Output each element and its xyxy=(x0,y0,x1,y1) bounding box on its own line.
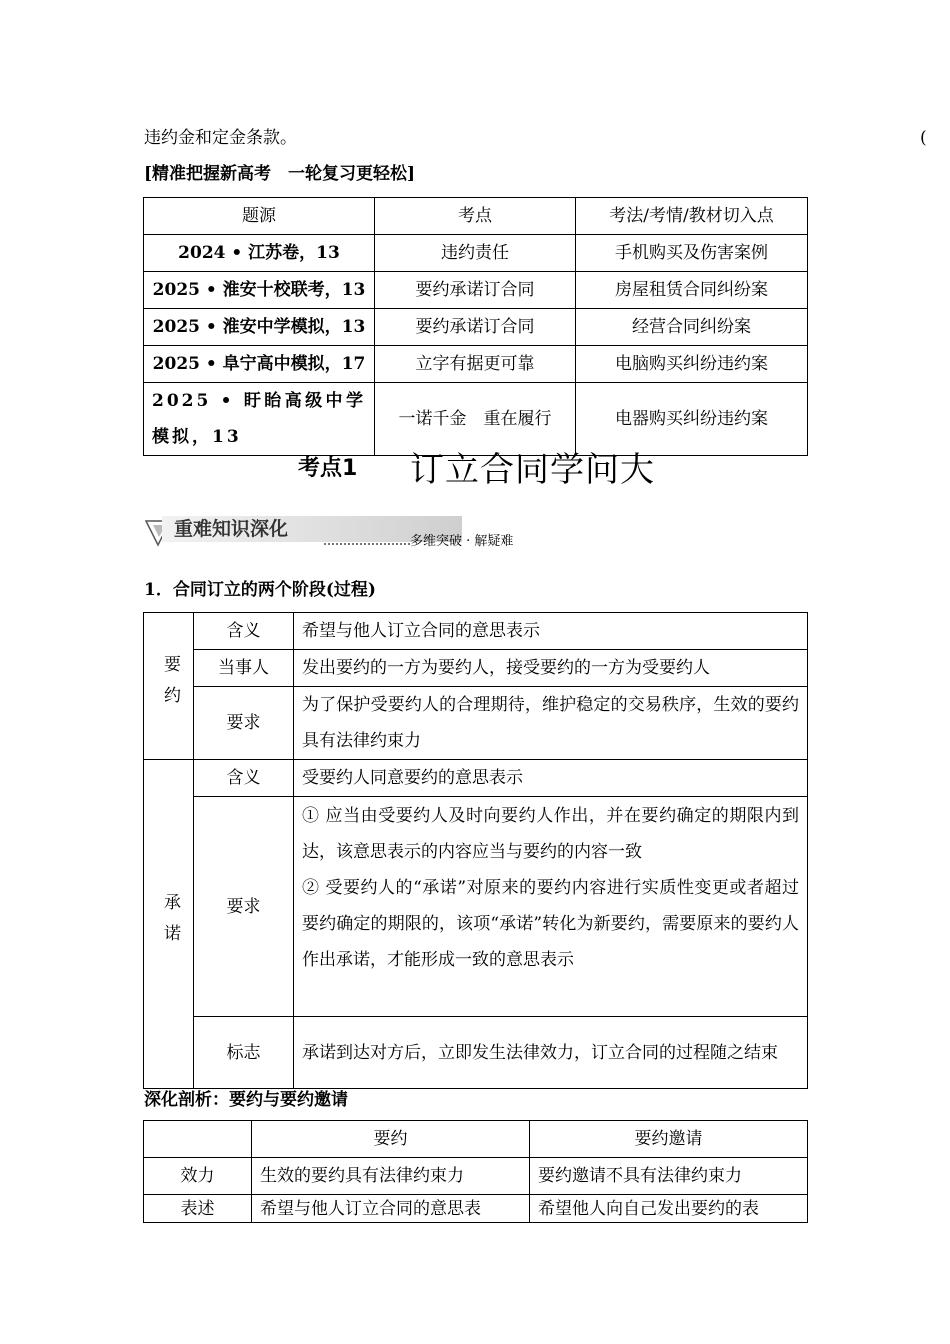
compare-cell: 表述 xyxy=(144,1195,252,1223)
source-cell: 手机购买及伤害案例 xyxy=(576,235,808,272)
stage-table xyxy=(143,612,808,1089)
source-cell: 要约承诺订合同 xyxy=(375,309,576,346)
stage-key: 含义 xyxy=(194,613,294,650)
source-cell: 违约责任 xyxy=(375,235,576,272)
compare-cell: 生效的要约具有法律约束力 xyxy=(252,1158,530,1195)
stage-key: 含义 xyxy=(194,760,294,797)
source-cell: 2025 • 淮安十校联考，13 xyxy=(144,272,375,309)
compare-cell: 要约邀请不具有法律约束力 xyxy=(530,1158,808,1195)
stage-key: 当事人 xyxy=(194,650,294,687)
stage-value: 发出要约的一方为要约人，接受要约的一方为受要约人 xyxy=(294,650,808,687)
stage-key: 要求 xyxy=(194,797,294,1017)
source-header-cell: 题源 xyxy=(144,198,375,235)
kaodian-title: 订立合同学问大 xyxy=(410,450,655,490)
offer-label-cell: 要约 xyxy=(144,613,194,760)
requirement-1: ① 应当由受要约人及时向要约人作出，并在要约确定的期限内到达，该意思表示的内容应当与要约的内容一致 xyxy=(302,806,799,862)
compare-header-cell xyxy=(144,1121,252,1158)
compare-header-cell: 要约邀请 xyxy=(530,1121,808,1158)
source-table xyxy=(143,197,808,456)
banner-title: 重难知识深化 xyxy=(174,518,289,540)
source-cell: 房屋租赁合同纠纷案 xyxy=(576,272,808,309)
source-cell: 2025 • 盱眙高级中学模拟，13 xyxy=(144,383,375,456)
stage-key: 要求 xyxy=(194,687,294,760)
stage-value: 希望与他人订立合同的意思表示 xyxy=(294,613,808,650)
requirement-2: ② 受要约人的“承诺”对原来的要约内容进行实质性变更或者超过要约确定的期限的，该项“承诺”转化为新要约，需要原来的要约人作出承诺，才能形成一致的意思表示 xyxy=(302,878,799,970)
banner-subtitle: 多维突破 · 解疑难 xyxy=(410,534,514,549)
compare-cell: 效力 xyxy=(144,1158,252,1195)
stage-value: 承诺到达对方后，立即发生法律效力，订立合同的过程随之结束 xyxy=(294,1017,808,1089)
compare-cell: 希望与他人订立合同的意思表 xyxy=(252,1195,530,1223)
corner-mark: ( xyxy=(920,128,927,148)
acceptance-label-cell: 承诺 xyxy=(144,760,194,1089)
source-header-cell: 考点 xyxy=(375,198,576,235)
source-cell: 2025 • 淮安中学模拟，13 xyxy=(144,309,375,346)
stage-value xyxy=(294,797,808,1017)
source-cell: 一诺千金 重在履行 xyxy=(375,383,576,456)
source-cell: 经营合同纠纷案 xyxy=(576,309,808,346)
subsection-title: 1．合同订立的两个阶段(过程) xyxy=(144,580,376,600)
source-cell: 2025 • 阜宁高中模拟，17 xyxy=(144,346,375,383)
source-cell: 要约承诺订合同 xyxy=(375,272,576,309)
compare-header-cell: 要约 xyxy=(252,1121,530,1158)
kaodian-label: 考点1 xyxy=(298,456,358,481)
source-cell: 电脑购买纠纷违约案 xyxy=(576,346,808,383)
compare-table xyxy=(143,1120,808,1223)
stage-value: 为了保护受要约人的合理期待，维护稳定的交易秩序，生效的要约具有法律约束力 xyxy=(294,687,808,760)
source-cell: 电器购买纠纷违约案 xyxy=(576,383,808,456)
analysis-title: 深化剖析：要约与要约邀请 xyxy=(144,1090,348,1110)
stage-value: 受要约人同意要约的意思表示 xyxy=(294,760,808,797)
stage-key: 标志 xyxy=(194,1017,294,1089)
compare-cell: 希望他人向自己发出要约的表 xyxy=(530,1195,808,1223)
source-cell: 2024 • 江苏卷，13 xyxy=(144,235,375,272)
banner xyxy=(144,514,544,554)
intro-line: 违约金和定金条款。 xyxy=(144,128,297,148)
section-header: [精准把握新高考 一轮复习更轻松] xyxy=(144,164,416,184)
source-header-cell: 考法/考情/教材切入点 xyxy=(576,198,808,235)
source-cell: 立字有据更可靠 xyxy=(375,346,576,383)
